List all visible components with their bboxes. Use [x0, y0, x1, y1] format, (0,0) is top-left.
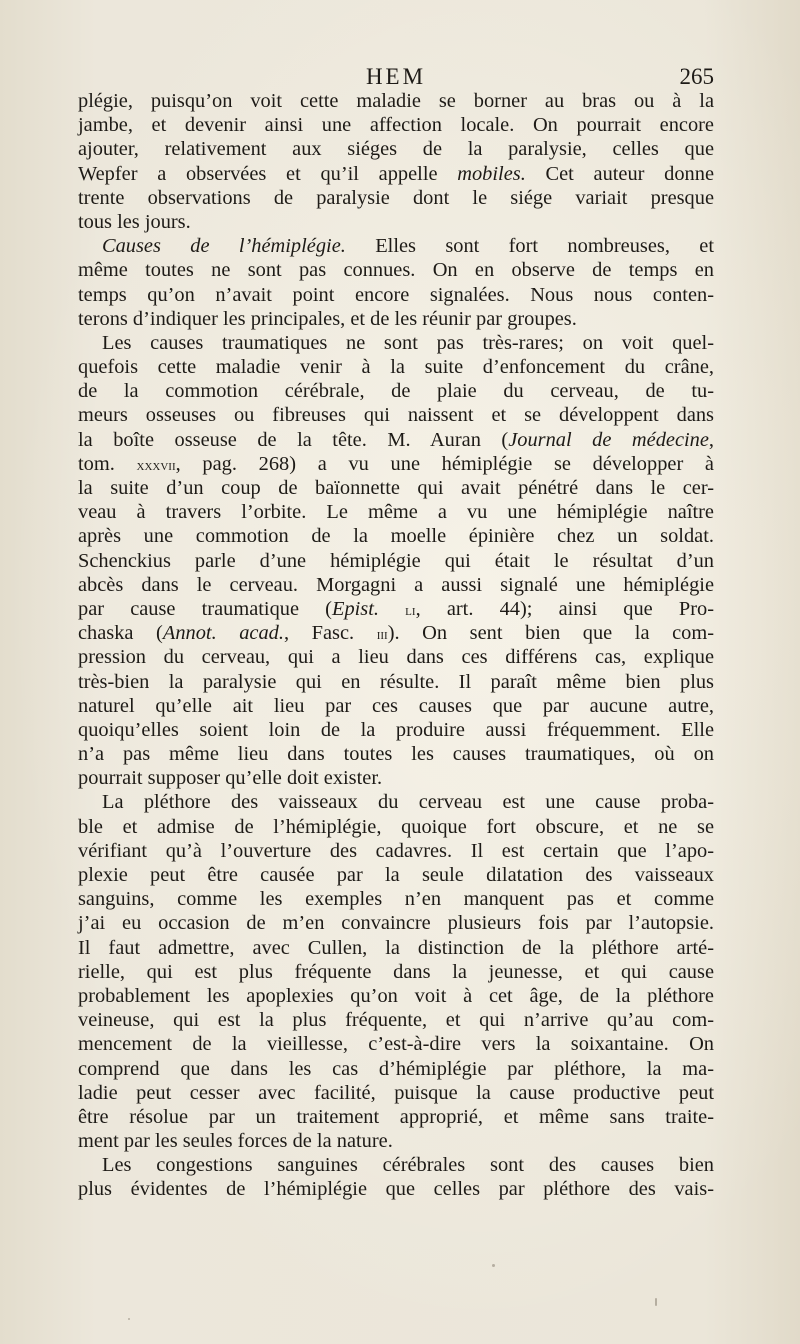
italic-run: Annot. acad. — [162, 622, 284, 645]
text-line — [78, 307, 714, 331]
text-line — [78, 403, 714, 427]
text-run: La pléthore des vaisseaux du cerveau est une cause proba- — [102, 791, 714, 814]
text-line — [78, 1057, 714, 1081]
text-line — [78, 573, 714, 597]
page-number: 265 — [679, 64, 714, 89]
text-run: après une commotion de la moelle épinière chez un soldat. — [78, 525, 714, 548]
text-line — [78, 137, 714, 161]
text-run: quoiqu’elles soient loin de la produire aussi fréquemment. Elle — [78, 718, 714, 741]
text-line — [78, 621, 714, 645]
text-run: par cause traumatique ( — [78, 597, 332, 620]
text-line — [78, 1081, 714, 1105]
text-line — [78, 258, 714, 282]
text-run: ajouter, relativement aux siéges de la paralysie, celles que — [78, 138, 714, 161]
italic-run: Epist. — [331, 597, 379, 620]
roman-numeral: li — [405, 601, 416, 619]
text-line — [78, 549, 714, 573]
text-run: tom. — [78, 452, 137, 475]
text-run: la suite d’un coup de baïonnette qui avait pénétré dans le cer- — [78, 477, 714, 499]
text-line — [78, 452, 714, 476]
text-run: temps qu’on n’avait point encore signalées. Nous nous conten- — [78, 283, 714, 306]
text-run: pourrait supposer qu’elle doit exister. — [78, 767, 383, 790]
text-run: tous les jours. — [78, 210, 191, 233]
text-line — [78, 162, 714, 186]
text-line — [78, 839, 714, 863]
text-run: veau à travers l’orbite. Le même a vu une hémiplégie naître — [78, 501, 714, 524]
text-run: probablement les apoplexies qu’on voit à cet âge, de la pléthore — [78, 984, 714, 1007]
text-line — [78, 936, 714, 960]
paper-speck — [492, 1264, 495, 1267]
text-run: Cet auteur donne — [525, 162, 715, 185]
italic-run: Journal de médecine — [508, 428, 709, 451]
text-line — [78, 815, 714, 839]
text-run: Les congestions sanguines cérébrales sont des causes bien — [102, 1154, 714, 1177]
text-run: plexie peut être causée par la seule dilatation des vaisseaux — [78, 864, 714, 886]
text-run: Les causes traumatiques ne sont pas très-rares; on voit quel- — [102, 331, 714, 354]
text-line — [78, 766, 714, 790]
text-run: terons d’indiquer les principales, et de les réunir par groupes. — [78, 307, 577, 330]
paragraph — [78, 331, 714, 791]
paragraph — [78, 790, 714, 1153]
text-run: ble et admise de l’hémiplégie, quoique fort obscure, et ne se — [78, 815, 714, 838]
text-line — [78, 1153, 714, 1177]
text-line — [78, 645, 714, 669]
paragraph — [78, 234, 714, 331]
text-run: quefois cette maladie venir à la suite d’enfoncement du crâne, — [78, 356, 714, 379]
italic-run: mobiles. — [457, 162, 526, 185]
text-line — [78, 234, 714, 258]
text-line — [78, 597, 714, 621]
text-run: naturel qu’elle ait lieu par ces causes que par aucune autre, — [78, 694, 714, 717]
running-title: HEM — [365, 64, 427, 89]
text-line — [78, 331, 714, 355]
text-line — [78, 500, 714, 524]
text-run: j’ai eu occasion de m’en convaincre plusieurs fois par l’autopsie. — [78, 912, 714, 935]
text-line — [78, 984, 714, 1008]
text-line — [78, 476, 714, 500]
text-run: veineuse, qui est la plus fréquente, et qui n’arrive qu’au com- — [78, 1009, 714, 1032]
italic-run: Causes de l’hémiplégie. — [102, 235, 346, 258]
text-line — [78, 1032, 714, 1056]
text-run: la boîte osseuse de la tête. M. Auran ( — [78, 428, 509, 451]
text-run: être résolue par un traitement approprié, et même sans traite- — [78, 1105, 714, 1128]
paper-speck — [128, 1318, 130, 1320]
text-run: jambe, et devenir ainsi une affection locale. On pourrait encore — [78, 114, 714, 137]
text-line — [78, 428, 714, 452]
text-run: ment par les seules forces de la nature. — [78, 1130, 393, 1153]
text-line — [78, 379, 714, 403]
text-run: Schenckius parle d’une hémiplégie qui était le résultat d’un — [78, 549, 714, 572]
text-run: meurs osseuses ou fibreuses qui naissent et se développent dans — [78, 404, 714, 427]
text-run: sanguins, comme les exemples n’en manquent pas et comme — [78, 888, 714, 911]
text-line — [78, 911, 714, 935]
text-line — [78, 113, 714, 137]
text-run: , pag. 268) a vu une hémiplégie se développer à — [175, 452, 714, 475]
text-run: abcès dans le cerveau. Morgagni a aussi signalé une hémiplégie — [78, 573, 714, 596]
text-line — [78, 524, 714, 548]
text-run: ). On sent bien que la com- — [387, 622, 714, 645]
text-run: n’a pas même lieu dans toutes les causes traumatiques, où on — [78, 743, 714, 766]
text-line — [78, 89, 714, 113]
text-run: comprend que dans les cas d’hémiplégie par pléthore, la ma- — [78, 1057, 714, 1080]
text-run: , art. 44); ainsi que Pro- — [415, 597, 714, 620]
text-run: Il faut admettre, avec Cullen, la distinction de la pléthore arté- — [78, 936, 714, 959]
text-run: même toutes ne sont pas connues. On en observe de temps en — [78, 259, 714, 282]
paragraph — [78, 1153, 714, 1201]
text-run: rielle, qui est plus fréquente dans la jeunesse, et qui cause — [78, 960, 714, 983]
text-run: très-bien la paralysie qui en résulte. Il paraît même bien plus — [78, 670, 714, 693]
text-line — [78, 1129, 714, 1153]
text-run: mencement de la vieillesse, c’est-à-dire vers la soixantaine. On — [78, 1033, 714, 1056]
text-run: , Fasc. — [283, 622, 377, 645]
text-line — [78, 718, 714, 742]
text-run: vérifiant qu’à l’ouverture des cadavres. Il est certain que l’apo- — [78, 839, 714, 862]
text-run: Elles sont fort nombreuses, et — [345, 235, 714, 258]
paper-speck — [655, 1298, 657, 1306]
text-line — [78, 186, 714, 210]
text-run: trente observations de paralysie dont le siége variait presque — [78, 186, 714, 209]
text-run: plus évidentes de l’hémiplégie que celles par pléthore des vais- — [78, 1178, 714, 1201]
text-run — [379, 598, 405, 620]
text-line — [78, 1105, 714, 1129]
text-run: de la commotion cérébrale, de plaie du cerveau, de tu- — [78, 380, 714, 403]
text-line — [78, 887, 714, 911]
text-line — [78, 742, 714, 766]
body-text — [78, 89, 714, 1202]
text-line — [78, 960, 714, 984]
text-line — [78, 694, 714, 718]
text-line — [78, 1008, 714, 1032]
text-line — [78, 670, 714, 694]
text-line — [78, 283, 714, 307]
text-run: plégie, puisqu’on voit cette maladie se borner au bras ou à la — [78, 90, 714, 112]
text-line — [78, 355, 714, 379]
text-run: ladie peut cesser avec facilité, puisque la cause productive peut — [78, 1081, 714, 1104]
paragraph — [78, 89, 714, 234]
text-run: Wepfer a observées et qu’il appelle — [78, 162, 458, 185]
text-line — [78, 1177, 714, 1201]
roman-numeral: iii — [376, 626, 388, 644]
text-line — [78, 790, 714, 814]
text-line — [78, 210, 714, 234]
text-run: , — [708, 428, 715, 451]
roman-numeral: xxxvii — [136, 456, 176, 474]
text-run: pression du cerveau, qui a lieu dans ces différens cas, explique — [78, 646, 714, 669]
text-line — [78, 863, 714, 887]
text-run: chaska ( — [78, 622, 163, 645]
